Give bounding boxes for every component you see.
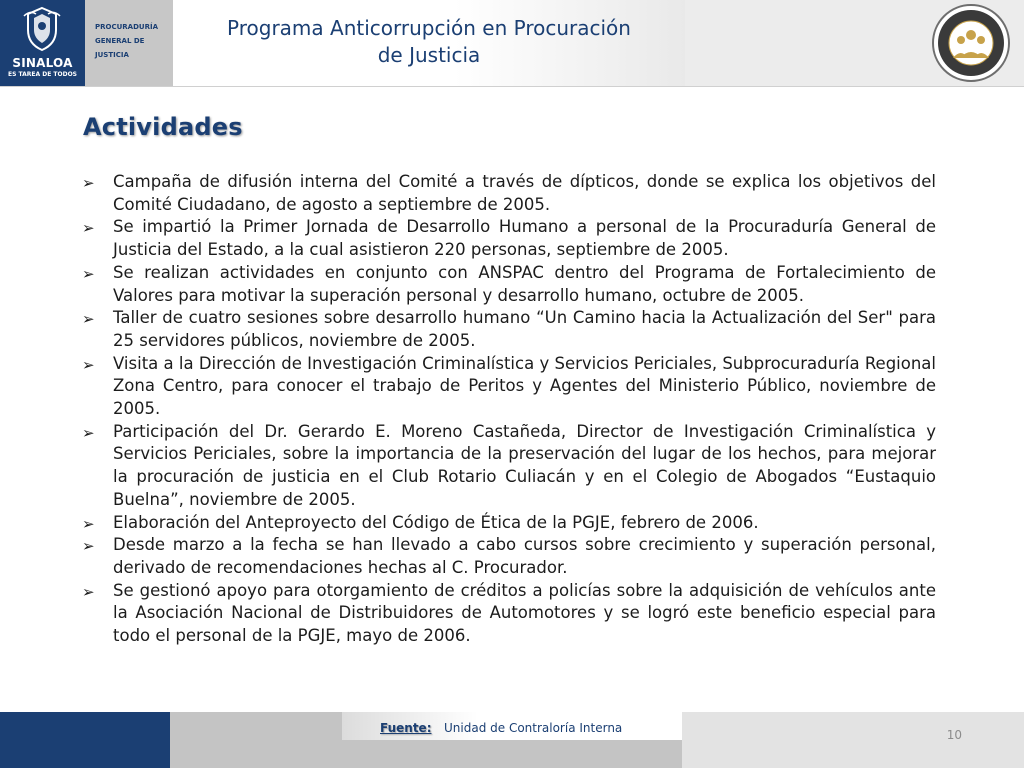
pgje-seal-icon [930,2,1012,84]
agency-line-2: GENERAL DE [95,37,145,45]
slide-title: Programa Anticorrupción en Procuración de Justicia [227,16,631,67]
arrowhead-bullet-icon: ➢ [82,514,95,533]
arrowhead-bullet-icon: ➢ [82,310,95,329]
page-number: 10 [946,728,962,742]
arrowhead-bullet-icon: ➢ [82,355,95,374]
list-item-text: Visita a la Dirección de Investigación Criminalística y Servicios Periciales, Subprocuraduría Regional Zona Centro, para conocer el trabajo de Peritos y Agentes del Ministerio Público, noviembre de 2005. [113,353,936,419]
arrowhead-bullet-icon: ➢ [82,537,95,556]
arrowhead-bullet-icon: ➢ [82,219,95,238]
footer-gray-block [170,712,342,768]
title-panel [173,0,685,86]
list-item [82,171,936,216]
list-item [82,512,936,535]
header-divider [0,86,1024,87]
arrowhead-bullet-icon: ➢ [82,423,95,442]
list-item [82,307,936,352]
state-logo-tagline: ES TAREA DE TODOS [8,71,77,78]
arrowhead-bullet-icon: ➢ [82,174,95,192]
list-item [82,580,936,648]
list-item-text: Taller de cuatro sesiones sobre desarrollo humano “Un Camino hacia la Actualización del Ser" para 25 servidores públicos, noviembre de 2005. [113,308,936,350]
source-text: Unidad de Contraloría Interna [444,721,623,735]
footer-gray-strip [342,740,682,768]
agency-name [85,0,173,86]
activities-list [82,171,936,648]
sinaloa-logo [0,0,85,86]
source-label: Fuente: [380,721,432,735]
list-item [82,262,936,307]
list-item-text: Se gestionó apoyo para otorgamiento de créditos a policías sobre la adquisición de vehículos ante la Asociación Nacional de Distribuidores de Automotores y se logró este beneficio especial para todo el personal de la PGJE, mayo de 2006. [113,580,936,646]
agency-line-1: PROCURADURÍA [95,23,159,31]
footer-blue-block [0,712,170,768]
list-item-text: Se realizan actividades en conjunto con ANSPAC dentro del Programa de Fortalecimiento de Valores para motivar la superación personal y desarrollo humano, octubre de 2005. [113,262,936,305]
list-item [82,353,936,421]
list-item [82,421,936,512]
list-item [82,216,936,261]
section-title: Actividades [83,113,243,141]
state-logo-name: SINALOA [12,56,73,70]
list-item-text: Campaña de difusión interna del Comité a través de dípticos, donde se explica los objetivos del Comité Ciudadano, de agosto a septiembre de 2005. [113,172,936,214]
slide-footer [0,712,1024,768]
arrowhead-bullet-icon: ➢ [82,582,95,601]
seal-panel [685,0,1024,86]
list-item-text: Se impartió la Primer Jornada de Desarrollo Humano a personal de la Procuraduría General de Justicia del Estado, a la cual asistieron 220 personas, septiembre de 2005. [113,217,936,260]
sinaloa-emblem-icon [22,6,62,52]
agency-line-3: JUSTICIA [95,51,129,59]
arrowhead-bullet-icon: ➢ [82,264,95,283]
list-item-text: Participación del Dr. Gerardo E. Moreno Castañeda, Director de Investigación Criminalística y Servicios Periciales, sobre la importancia de la preservación del lugar de los hechos, para mejorar la procuración de justicia en el Club Rotario Culiacán y en el Colegio de Abogados “Eustaquio Buelna”, noviembre de 2005. [113,421,936,509]
footer-right-panel [682,712,1024,768]
slide-header [0,0,1024,86]
list-item [82,534,936,579]
list-item-text: Elaboración del Anteproyecto del Código de Ética de la PGJE, febrero de 2006. [113,512,759,532]
list-item-text: Desde marzo a la fecha se han llevado a cabo cursos sobre crecimiento y superación personal, derivado de recomendaciones hechas al C. Procurador. [113,535,936,577]
